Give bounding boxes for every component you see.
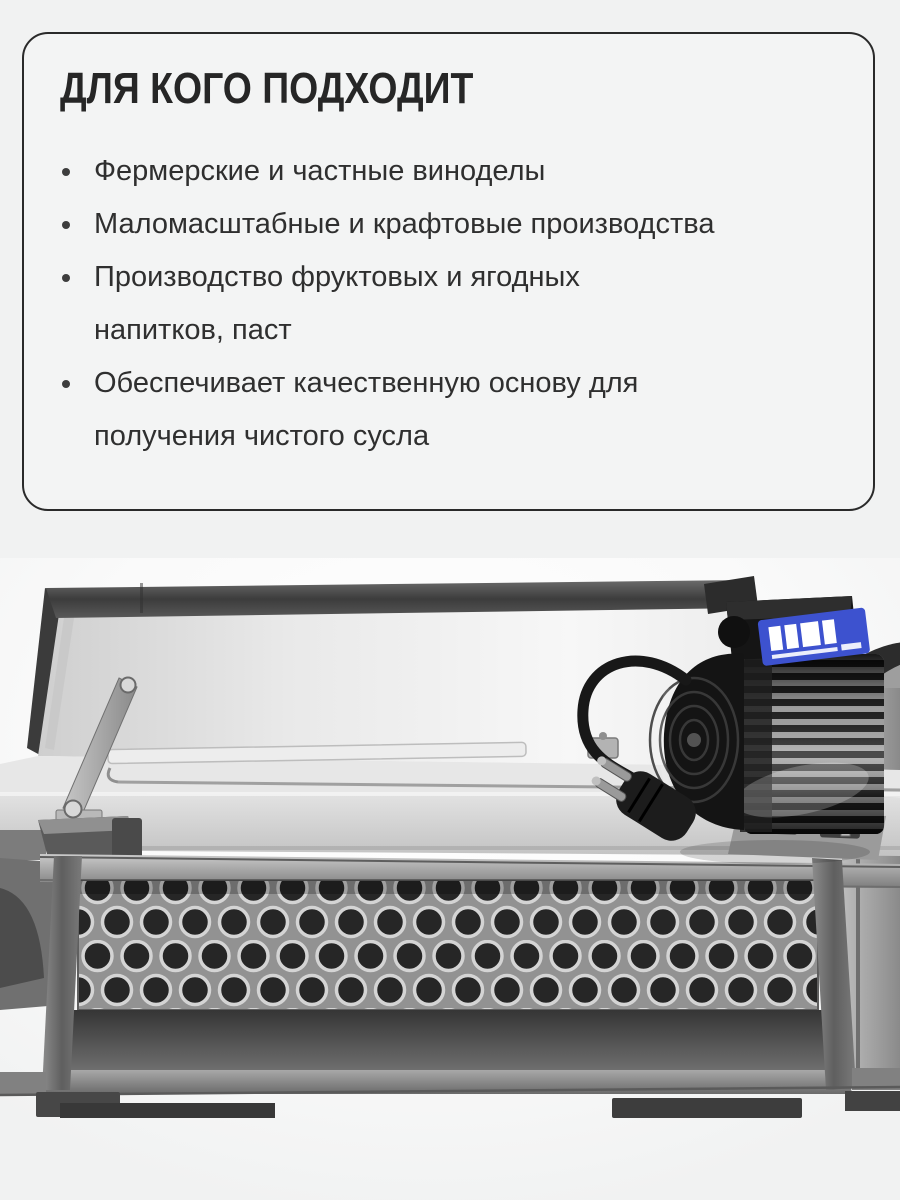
bullet-dot: [62, 168, 70, 176]
product-photo: [0, 558, 900, 1200]
bullet-dot: [62, 221, 70, 229]
benefit-text: Маломасштабные и крафтовые производства: [94, 208, 715, 240]
screen-interior: [50, 1010, 846, 1070]
benefit-item: [60, 198, 833, 251]
bullet-dot: [62, 380, 70, 388]
machine-lid: [27, 576, 758, 766]
info-card: [22, 32, 875, 511]
benefit-item: [60, 145, 833, 198]
benefit-text: Фермерские и частные виноделы: [94, 155, 546, 187]
screen-box: [40, 854, 900, 1094]
card-title: ДЛЯ КОГО ПОДХОДИТ: [60, 64, 474, 113]
bullet-dot: [62, 274, 70, 282]
benefit-text: Производство фруктовых и ягодных напитков, паст: [94, 261, 580, 346]
benefits-list: [60, 145, 833, 463]
benefit-text: Обеспечивает качественную основу для получения чистого сусла: [94, 367, 639, 452]
benefit-item: [60, 251, 833, 357]
benefit-item: [60, 357, 833, 463]
crusher-destemmer-illustration: [0, 558, 900, 1200]
perforated-screen: [78, 880, 818, 1010]
